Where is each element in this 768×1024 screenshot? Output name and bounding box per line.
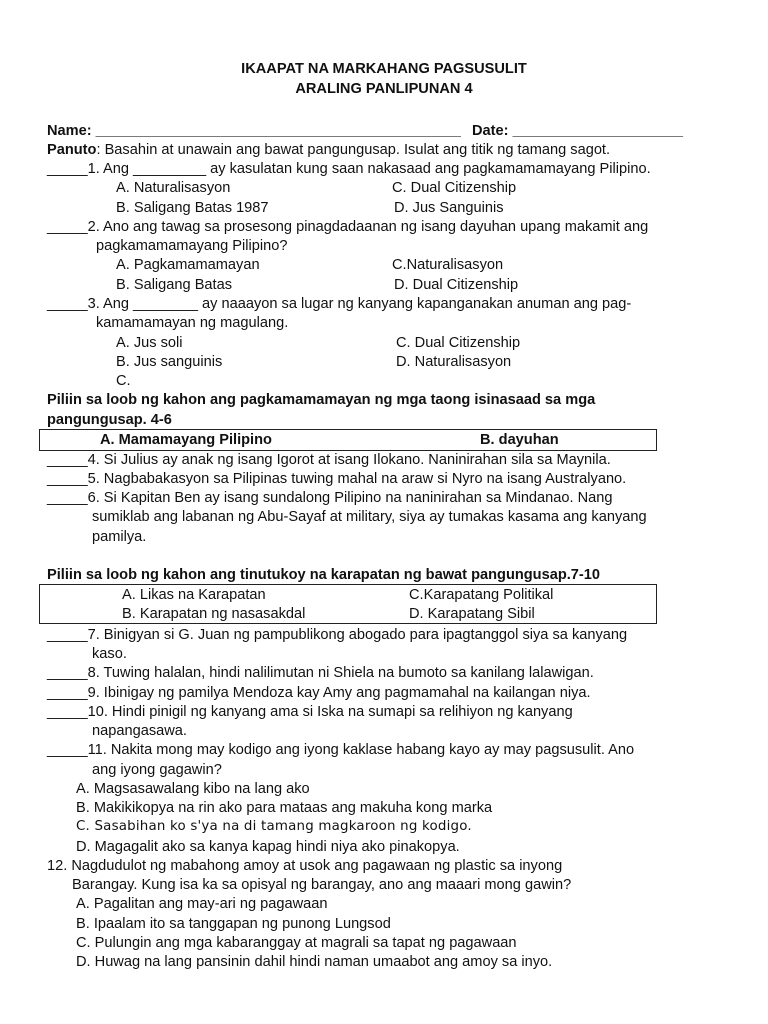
q12-option-a: A. Pagalitan ang may-ari ng pagawaan — [76, 896, 328, 912]
q11-option-b: B. Makikikopya na rin ako para mataas ang makuha kong marka — [76, 800, 493, 816]
box2-option-c: C.Karapatang Politikal — [409, 587, 554, 603]
q1-option-c: C. Dual Citizenship — [392, 180, 517, 196]
exam-title: IKAAPAT NA MARKAHANG PAGSUSULIT — [241, 61, 527, 77]
question-6-cont: sumiklab ang labanan ng Abu-Sayaf at military, siya ay tumakas kasama ang kanyang — [92, 509, 647, 525]
q11-option-a: A. Magsasawalang kibo na lang ako — [76, 781, 310, 797]
q12-option-c: C. Pulungin ang mga kabaranggay at magrali sa tapat ng pagawaan — [76, 935, 517, 951]
question-10: _____10. Hindi pinigil ng kanyang ama si Iska na sumapi sa relihiyon ng kanyang — [47, 704, 573, 720]
question-8: _____8. Tuwing halalan, hindi nalilimutan ni Shiela na bumoto sa kanilang lalawigan. — [47, 665, 594, 681]
name-blank: _____________________________________________ — [95, 123, 461, 139]
date-row — [472, 122, 683, 140]
q11-option-d: D. Magagalit ako sa kanya kapag hindi niya ako pinakopya. — [76, 839, 460, 855]
question-12: 12. Nagdudulot ng mabahong amoy at usok ang pagawaan ng plastic sa inyong — [47, 858, 563, 874]
q2-option-c: C.Naturalisasyon — [392, 257, 504, 273]
section-1-instruction-cont: pangungusap. 4-6 — [47, 412, 172, 428]
question-10-cont: napangasawa. — [92, 723, 187, 739]
instructions-label: Panuto — [47, 142, 97, 158]
q2-option-d: D. Dual Citizenship — [394, 277, 519, 293]
q3-option-d: D. Naturalisasyon — [396, 354, 512, 370]
q2-option-b: B. Saligang Batas — [116, 277, 233, 293]
box2-option-d: D. Karapatang Sibil — [409, 606, 535, 622]
question-6: _____6. Si Kapitan Ben ay isang sundalong Pilipino na naninirahan sa Mindanao. Nang — [47, 490, 613, 506]
question-2-cont: pagkamamamayang Pilipino? — [96, 238, 288, 254]
name-label: Name: — [47, 123, 92, 139]
q2-option-a: A. Pagkamamamayan — [116, 257, 260, 273]
question-3-cont: kamamamayan ng magulang. — [96, 315, 289, 331]
name-row — [47, 122, 461, 140]
q3-option-b: B. Jus sanguinis — [116, 354, 223, 370]
box2-option-b: B. Karapatan ng nasasakdal — [122, 606, 306, 622]
date-label: Date: — [472, 123, 509, 139]
q1-option-a: A. Naturalisasyon — [116, 180, 231, 196]
question-3: _____3. Ang ________ ay naaayon sa lugar ng kanyang kapanganakan anuman ang pag- — [47, 296, 632, 312]
q3-option-a: A. Jus soli — [116, 335, 183, 351]
q1-option-b: B. Saligang Batas 1987 — [116, 200, 269, 216]
q3-option-c: C. Dual Citizenship — [396, 335, 521, 351]
q12-option-b: B. Ipaalam ito sa tanggapan ng punong Lungsod — [76, 916, 391, 932]
q1-option-d: D. Jus Sanguinis — [394, 200, 504, 216]
question-11: _____11. Nakita mong may kodigo ang iyong kaklase habang kayo ay may pagsusulit. Ano — [47, 742, 635, 758]
question-9: _____9. Ibinigay ng pamilya Mendoza kay Amy ang pagmamahal na kailangan niya. — [47, 685, 591, 701]
question-11-cont: ang iyong gagawin? — [92, 762, 222, 778]
question-7: _____7. Binigyan si G. Juan ng pampublikong abogado para ipagtanggol siya sa kanyang — [47, 627, 628, 643]
question-12-cont: Barangay. Kung isa ka sa opisyal ng barangay, ano ang maaari mong gawin? — [72, 877, 572, 893]
q11-option-c: C. Sasabihan ko s'ya na di tamang magkaroon ng kodigo. — [76, 819, 472, 834]
section-1-instruction: Piliin sa loob ng kahon ang pagkamamamayan ng mga taong isinasaad sa mga — [47, 392, 596, 408]
box2-option-a: A. Likas na Karapatan — [122, 587, 266, 603]
exam-subject: ARALING PANLIPUNAN 4 — [295, 81, 473, 97]
q12-option-d: D. Huwag na lang pansinin dahil hindi naman umaabot ang amoy sa inyo. — [76, 954, 553, 970]
question-6-cont-2: pamilya. — [92, 529, 147, 545]
date-blank: _____________________ — [512, 123, 684, 139]
instructions — [47, 141, 610, 159]
instructions-text: : Basahin at unawain ang bawat pangungusap. Isulat ang titik ng tamang sagot. — [96, 142, 611, 158]
box1-option-a: A. Mamamayang Pilipino — [100, 432, 272, 448]
question-2: _____2. Ano ang tawag sa prosesong pinagdadaanan ng isang dayuhan upang makamit ang — [47, 219, 649, 235]
box1-option-b: B. dayuhan — [480, 432, 559, 448]
section-2-instruction: Piliin sa loob ng kahon ang tinutukoy na karapatan ng bawat pangungusap.7-10 — [47, 567, 601, 583]
question-7-cont: kaso. — [92, 646, 127, 662]
question-4: _____4. Si Julius ay anak ng isang Igorot at isang Ilokano. Naninirahan sila sa Maynila. — [47, 452, 611, 468]
question-5: _____5. Nagbabakasyon sa Pilipinas tuwing mahal na araw si Nyro na isang Australyano. — [47, 471, 627, 487]
question-1: _____1. Ang _________ ay kasulatan kung saan nakasaad ang pagkamamamayang Pilipino. — [47, 161, 651, 177]
q3-stray-option: C. — [116, 373, 131, 389]
